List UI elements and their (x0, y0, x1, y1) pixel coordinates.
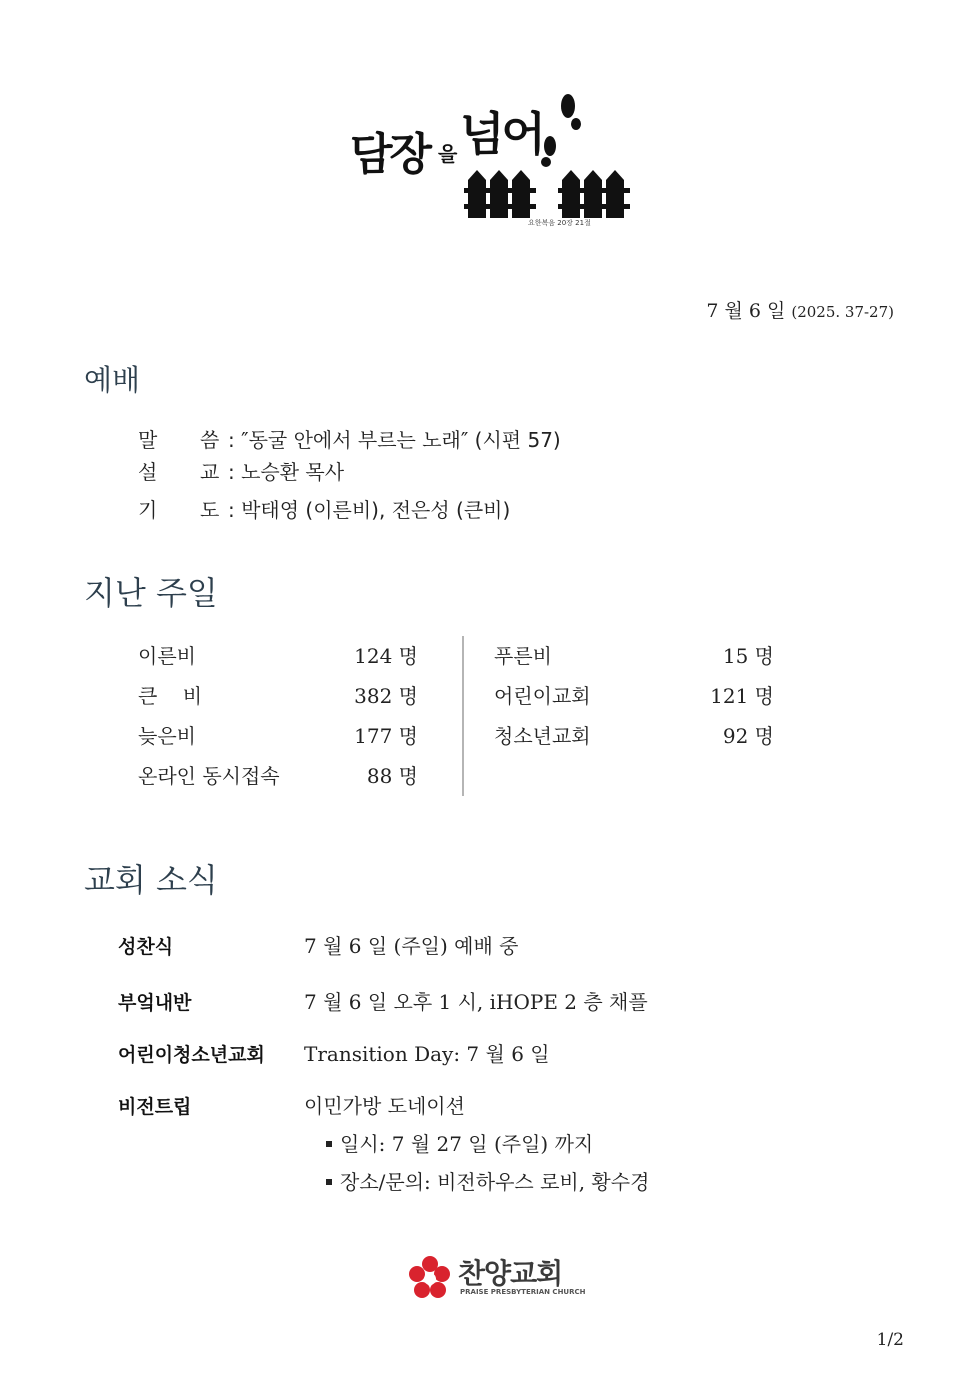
section-title-worship: 예배 (84, 363, 141, 397)
news-label: 비전트립 (118, 1096, 192, 1118)
church-name: 찬양교회 (458, 1257, 563, 1290)
page-number: 1/2 (876, 1330, 904, 1350)
attendance-number: 177 (354, 724, 393, 748)
date-main: 7 월 6 일 (706, 300, 786, 322)
attendance-number: 124 (354, 644, 393, 668)
attendance-number: 92 (722, 724, 749, 748)
attendance-name: 이른비 (138, 644, 196, 668)
attendance-number: 382 (354, 684, 393, 708)
row-label-1: 기 (138, 498, 158, 522)
attendance-unit: 명 (398, 764, 418, 788)
row-label-1: 설 (138, 460, 158, 484)
attendance-name: 어린이교회 (494, 684, 591, 708)
logo-word-3: 넘어 (460, 107, 543, 161)
news-bullet (326, 1166, 649, 1195)
worship-row-preacher (138, 456, 738, 484)
attendance-count (340, 640, 418, 669)
news-bullet (326, 1128, 593, 1157)
attendance-unit: 명 (398, 724, 418, 748)
worship-row-prayer (138, 494, 738, 522)
attendance-count (696, 720, 774, 749)
attendance-name: 온라인 동시접속 (138, 764, 280, 788)
bullet-icon (326, 1141, 332, 1147)
news-label: 어린이청소년교회 (118, 1044, 265, 1066)
attendance-number: 15 (722, 644, 749, 668)
worship-row-sermon-title (138, 424, 738, 452)
attendance-count (340, 680, 418, 709)
section-title-church-news: 교회 소식 (84, 861, 218, 899)
news-label: 부엌내반 (118, 992, 192, 1014)
date-ref: (2025. 37-27) (791, 303, 894, 321)
attendance-number: 121 (710, 684, 749, 708)
attendance-name: 청소년교회 (494, 724, 591, 748)
church-subtitle: PRAISE PRESBYTERIAN CHURCH (460, 1288, 586, 1296)
row-label-2: 씀 (200, 428, 220, 452)
news-value: 7 월 6 일 (주일) 예배 중 (304, 934, 519, 958)
row-value: : 박태영 (이른비), 전은성 (큰비) (228, 498, 511, 522)
news-value: Transition Day: 7 월 6 일 (304, 1042, 550, 1066)
attendance-unit: 명 (398, 644, 418, 668)
section-title-last-week: 지난 주일 (84, 574, 218, 612)
attendance-name: 큰 비 (138, 684, 203, 708)
news-label: 성찬식 (118, 936, 174, 958)
attendance-unit: 명 (398, 684, 418, 708)
news-value: 7 월 6 일 오후 1 시, iHOPE 2 층 채플 (304, 990, 648, 1014)
attendance-count (340, 760, 418, 789)
attendance-unit: 명 (754, 644, 774, 668)
news-value: 이민가방 도네이션 (304, 1094, 465, 1118)
attendance-name: 푸른비 (494, 644, 552, 668)
row-value: : ″동굴 안에서 부르는 노래″ (시편 57) (228, 428, 561, 452)
row-label-2: 교 (200, 460, 220, 484)
attendance-name: 늦은비 (138, 724, 196, 748)
attendance-count (696, 640, 774, 669)
row-label-1: 말 (138, 428, 158, 452)
column-divider (462, 636, 464, 796)
church-emblem-icon (404, 1250, 456, 1306)
logo-word-1: 담장 (350, 129, 430, 180)
church-logo (404, 1250, 604, 1306)
bullet-text: 장소/문의: 비전하우스 로비, 황수경 (340, 1170, 650, 1194)
header-logo (350, 88, 640, 238)
attendance-unit: 명 (754, 724, 774, 748)
bullet-icon (326, 1179, 332, 1185)
attendance-number: 88 (366, 764, 393, 788)
attendance-count (696, 680, 774, 709)
attendance-count (340, 720, 418, 749)
logo-word-2: 을 (438, 142, 458, 166)
attendance-unit: 명 (754, 684, 774, 708)
bulletin-date (706, 296, 894, 323)
logo-verse: 요한복음 20장 21절 (528, 219, 591, 227)
row-label-2: 도 (200, 498, 220, 522)
row-value: : 노승환 목사 (228, 460, 345, 484)
bullet-text: 일시: 7 월 27 일 (주일) 까지 (340, 1132, 594, 1156)
